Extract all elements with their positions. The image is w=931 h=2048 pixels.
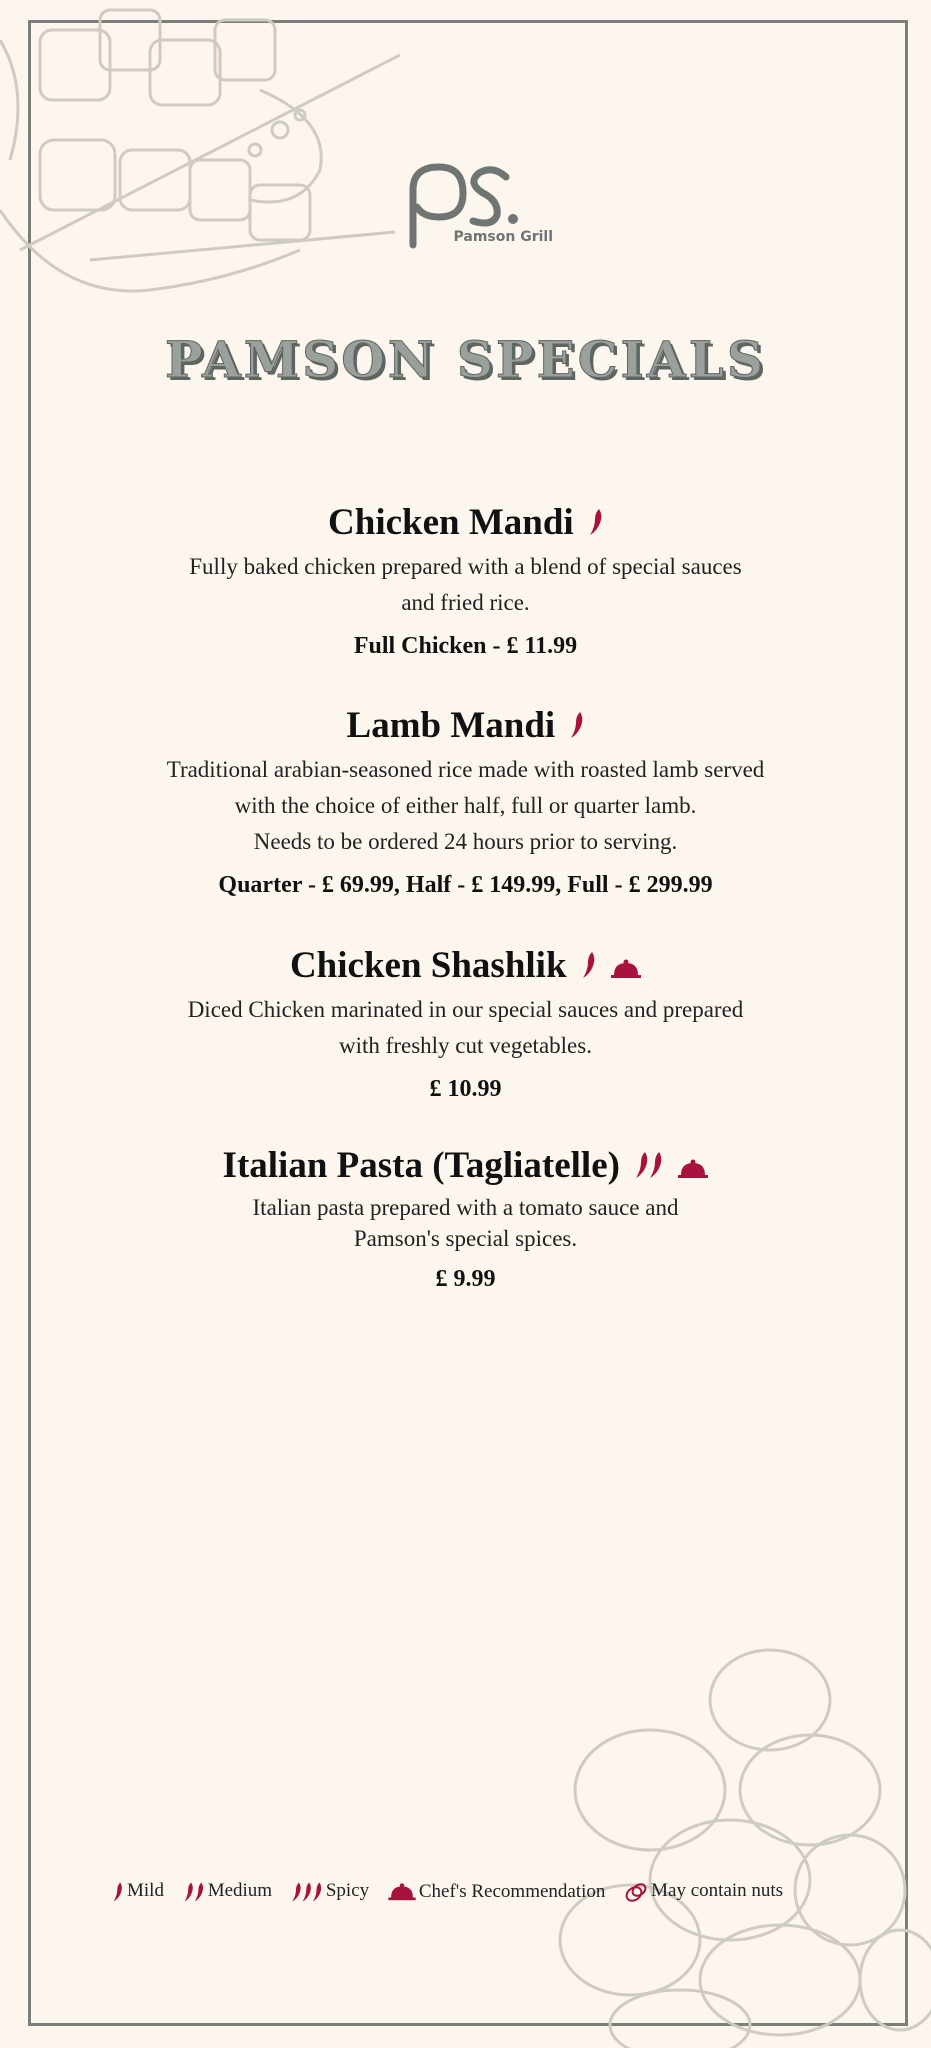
chili-icon xyxy=(589,503,603,549)
chili-icon xyxy=(112,1881,124,1903)
legend-medium: Medium xyxy=(183,1880,272,1903)
legend-nuts: May contain nuts xyxy=(624,1880,783,1903)
item-description-line: and fried rice. xyxy=(401,589,530,615)
item-description-line: Needs to be ordered 24 hours prior to serving. xyxy=(253,828,678,854)
chili-icon xyxy=(635,1146,663,1192)
nut-icon xyxy=(624,1881,648,1903)
chili-icon xyxy=(183,1881,205,1903)
menu-item xyxy=(80,500,851,661)
cloche-icon xyxy=(388,1882,416,1902)
chili-icon xyxy=(570,706,584,752)
legend xyxy=(112,1880,797,1903)
item-name: Italian Pasta (Tagliatelle) xyxy=(222,1145,620,1186)
page-title: PAMSON SPECIALS xyxy=(165,330,766,389)
cloche-icon xyxy=(611,946,641,992)
item-description-line: with the choice of either half, full or quarter lamb. xyxy=(234,792,697,818)
brand-name: Pamson Grill xyxy=(453,229,554,245)
menu-item xyxy=(80,703,851,900)
item-description-line: Pamson's special spices. xyxy=(353,1225,578,1251)
item-price: £ 10.99 xyxy=(429,1075,502,1102)
item-description-line: Traditional arabian-seasoned rice made with roasted lamb served xyxy=(166,756,765,782)
item-price: £ 9.99 xyxy=(435,1265,496,1292)
item-description-line: Italian pasta prepared with a tomato sauce and xyxy=(252,1194,679,1220)
legend-spicy: Spicy xyxy=(291,1880,369,1903)
item-name: Chicken Mandi xyxy=(328,502,574,543)
item-price: Full Chicken - £ 11.99 xyxy=(353,632,578,659)
legend-mild: Mild xyxy=(112,1880,164,1903)
item-price: Quarter - £ 69.99, Half - £ 149.99, Full - £ 299.99 xyxy=(218,871,713,898)
item-description-line: Diced Chicken marinated in our special sauces and prepared xyxy=(187,996,744,1022)
item-name: Lamb Mandi xyxy=(346,705,556,746)
chili-icon xyxy=(582,946,596,992)
legend-chef-recommendation: Chef's Recommendation xyxy=(388,1881,606,1903)
item-description-line: Fully baked chicken prepared with a blend of special sauces xyxy=(189,553,742,579)
cloche-icon xyxy=(678,1146,708,1192)
chili-icon xyxy=(291,1881,323,1903)
menu-item xyxy=(80,1143,851,1294)
item-description-line: with freshly cut vegetables. xyxy=(339,1032,592,1058)
menu-item xyxy=(80,943,851,1104)
logo xyxy=(0,155,931,259)
item-name: Chicken Shashlik xyxy=(289,945,567,986)
